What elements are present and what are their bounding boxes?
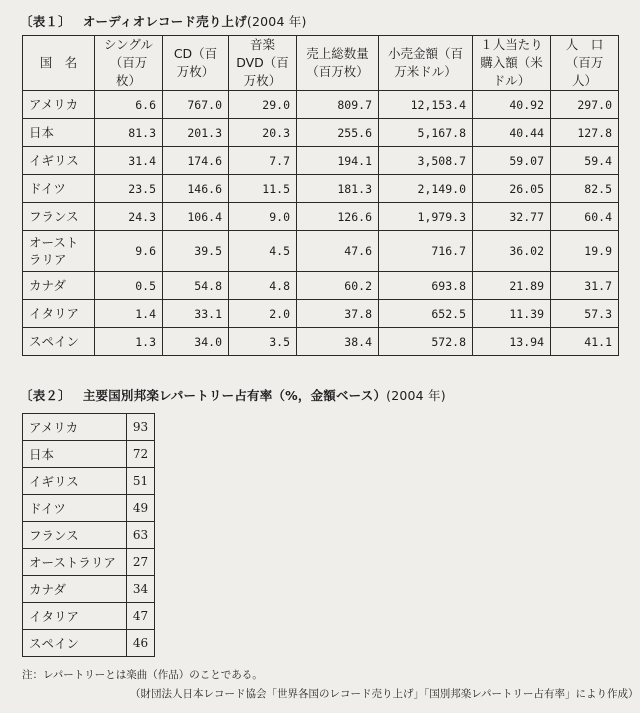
country-cell: イギリス bbox=[23, 468, 127, 495]
header-cell: 人 口（百万人） bbox=[551, 36, 619, 91]
table1-title: オーディオレコード売り上げ bbox=[82, 14, 247, 29]
value-cell: 201.3 bbox=[163, 119, 229, 147]
value-cell: 181.3 bbox=[297, 175, 379, 203]
value-cell: 31.4 bbox=[95, 147, 163, 175]
country-cell: スペイン bbox=[23, 328, 95, 356]
table-row bbox=[23, 549, 155, 576]
value-cell: 652.5 bbox=[379, 300, 473, 328]
country-cell: アメリカ bbox=[23, 91, 95, 119]
value-cell: 194.1 bbox=[297, 147, 379, 175]
value-cell: 1,979.3 bbox=[379, 203, 473, 231]
value-cell: 40.92 bbox=[473, 91, 551, 119]
value-cell: 60.2 bbox=[297, 272, 379, 300]
value-cell: 255.6 bbox=[297, 119, 379, 147]
value-cell: 37.8 bbox=[297, 300, 379, 328]
table-row bbox=[23, 175, 619, 203]
country-cell: カナダ bbox=[23, 576, 127, 603]
value-cell: 33.1 bbox=[163, 300, 229, 328]
value-cell: 24.3 bbox=[95, 203, 163, 231]
header-cell: 音楽 DVD（百万枚） bbox=[229, 36, 297, 91]
value-cell: 13.94 bbox=[473, 328, 551, 356]
table-row bbox=[23, 495, 155, 522]
table-row bbox=[23, 630, 155, 657]
table2-caption bbox=[20, 386, 446, 404]
value-cell: 809.7 bbox=[297, 91, 379, 119]
share-cell: 49 bbox=[127, 495, 155, 522]
value-cell: 60.4 bbox=[551, 203, 619, 231]
value-cell: 146.6 bbox=[163, 175, 229, 203]
country-cell: ドイツ bbox=[23, 175, 95, 203]
value-cell: 9.6 bbox=[95, 231, 163, 272]
value-cell: 4.5 bbox=[229, 231, 297, 272]
value-cell: 12,153.4 bbox=[379, 91, 473, 119]
header-cell: 小売金額（百万米ドル） bbox=[379, 36, 473, 91]
table-row bbox=[23, 147, 619, 175]
value-cell: 39.5 bbox=[163, 231, 229, 272]
table-row bbox=[23, 231, 619, 272]
value-cell: 693.8 bbox=[379, 272, 473, 300]
value-cell: 19.9 bbox=[551, 231, 619, 272]
table-row bbox=[23, 441, 155, 468]
table-row bbox=[23, 328, 619, 356]
value-cell: 81.3 bbox=[95, 119, 163, 147]
value-cell: 36.02 bbox=[473, 231, 551, 272]
table1-body bbox=[23, 91, 619, 356]
table-row bbox=[23, 272, 619, 300]
value-cell: 59.4 bbox=[551, 147, 619, 175]
table-row bbox=[23, 468, 155, 495]
country-cell: スペイン bbox=[23, 630, 127, 657]
table-row bbox=[23, 414, 155, 441]
table2-title: 主要国別邦楽レパートリー占有率（%，金額ベース） bbox=[82, 388, 387, 403]
share-cell: 72 bbox=[127, 441, 155, 468]
header-cell: １人当たり購入額（米ドル） bbox=[473, 36, 551, 91]
value-cell: 126.6 bbox=[297, 203, 379, 231]
table-row bbox=[23, 576, 155, 603]
source-note: （財団法人日本レコード協会「世界各国のレコード売り上げ」「国別邦楽レパートリー占有率」により作成） bbox=[130, 688, 639, 700]
value-cell: 297.0 bbox=[551, 91, 619, 119]
table-row bbox=[23, 603, 155, 630]
value-cell: 2.0 bbox=[229, 300, 297, 328]
value-cell: 6.6 bbox=[95, 91, 163, 119]
value-cell: 31.7 bbox=[551, 272, 619, 300]
table-row bbox=[23, 119, 619, 147]
country-cell: アメリカ bbox=[23, 414, 127, 441]
footnote: 注：レパートリーとは楽曲（作品）のことである。 bbox=[22, 669, 263, 681]
country-cell: フランス bbox=[23, 522, 127, 549]
share-cell: 63 bbox=[127, 522, 155, 549]
value-cell: 21.89 bbox=[473, 272, 551, 300]
value-cell: 40.44 bbox=[473, 119, 551, 147]
value-cell: 20.3 bbox=[229, 119, 297, 147]
value-cell: 716.7 bbox=[379, 231, 473, 272]
country-cell: 日本 bbox=[23, 119, 95, 147]
value-cell: 23.5 bbox=[95, 175, 163, 203]
value-cell: 38.4 bbox=[297, 328, 379, 356]
value-cell: 1.3 bbox=[95, 328, 163, 356]
value-cell: 34.0 bbox=[163, 328, 229, 356]
country-cell: イタリア bbox=[23, 603, 127, 630]
value-cell: 1.4 bbox=[95, 300, 163, 328]
value-cell: 32.77 bbox=[473, 203, 551, 231]
value-cell: 47.6 bbox=[297, 231, 379, 272]
share-cell: 51 bbox=[127, 468, 155, 495]
country-cell: オーストラリア bbox=[23, 549, 127, 576]
share-cell: 93 bbox=[127, 414, 155, 441]
value-cell: 29.0 bbox=[229, 91, 297, 119]
table-row bbox=[23, 91, 619, 119]
value-cell: 767.0 bbox=[163, 91, 229, 119]
country-cell: フランス bbox=[23, 203, 95, 231]
value-cell: 174.6 bbox=[163, 147, 229, 175]
table-row bbox=[23, 522, 155, 549]
value-cell: 4.8 bbox=[229, 272, 297, 300]
value-cell: 11.39 bbox=[473, 300, 551, 328]
table1-caption bbox=[20, 12, 307, 30]
header-cell: 国 名 bbox=[23, 36, 95, 91]
table-row bbox=[23, 203, 619, 231]
value-cell: 9.0 bbox=[229, 203, 297, 231]
country-cell: イタリア bbox=[23, 300, 95, 328]
value-cell: 106.4 bbox=[163, 203, 229, 231]
country-cell: 日本 bbox=[23, 441, 127, 468]
value-cell: 7.7 bbox=[229, 147, 297, 175]
share-cell: 47 bbox=[127, 603, 155, 630]
table1-header-row bbox=[23, 36, 619, 91]
repertoire-share-table bbox=[22, 413, 155, 657]
share-cell: 46 bbox=[127, 630, 155, 657]
value-cell: 11.5 bbox=[229, 175, 297, 203]
value-cell: 0.5 bbox=[95, 272, 163, 300]
value-cell: 572.8 bbox=[379, 328, 473, 356]
value-cell: 5,167.8 bbox=[379, 119, 473, 147]
value-cell: 2,149.0 bbox=[379, 175, 473, 203]
share-cell: 34 bbox=[127, 576, 155, 603]
value-cell: 41.1 bbox=[551, 328, 619, 356]
header-cell: CD（百万枚） bbox=[163, 36, 229, 91]
country-cell: カナダ bbox=[23, 272, 95, 300]
value-cell: 3,508.7 bbox=[379, 147, 473, 175]
country-cell: オーストラリア bbox=[23, 231, 95, 272]
value-cell: 3.5 bbox=[229, 328, 297, 356]
header-cell: シングル（百万枚） bbox=[95, 36, 163, 91]
table2-body bbox=[23, 414, 155, 657]
table1-tag: 〔表１〕 bbox=[20, 14, 71, 29]
table2-tag: 〔表２〕 bbox=[20, 388, 71, 403]
table2-year: (2004 年) bbox=[386, 388, 446, 403]
header-cell: 売上総数量（百万枚） bbox=[297, 36, 379, 91]
table-row bbox=[23, 300, 619, 328]
value-cell: 127.8 bbox=[551, 119, 619, 147]
table1-year: (2004 年) bbox=[246, 14, 307, 29]
value-cell: 59.07 bbox=[473, 147, 551, 175]
country-cell: イギリス bbox=[23, 147, 95, 175]
value-cell: 54.8 bbox=[163, 272, 229, 300]
value-cell: 57.3 bbox=[551, 300, 619, 328]
value-cell: 26.05 bbox=[473, 175, 551, 203]
record-sales-table bbox=[22, 35, 619, 356]
share-cell: 27 bbox=[127, 549, 155, 576]
value-cell: 82.5 bbox=[551, 175, 619, 203]
country-cell: ドイツ bbox=[23, 495, 127, 522]
